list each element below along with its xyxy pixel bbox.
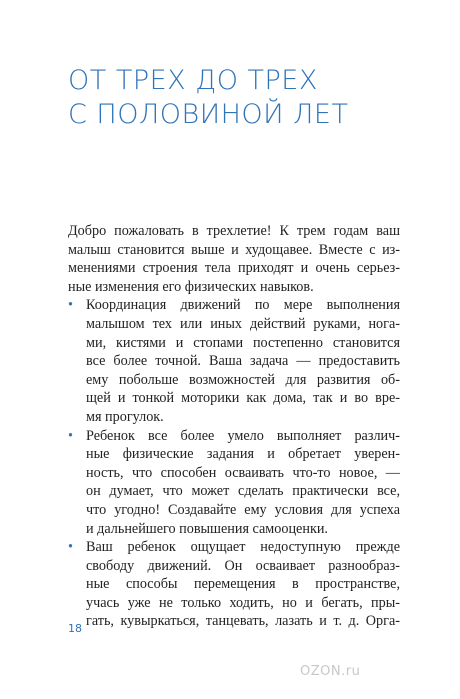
body-text (68, 222, 400, 631)
text-line: менениями строения тела приходят и очень серьез- (68, 260, 400, 277)
text-line: ные изменения его физических навыков. (68, 278, 314, 295)
text-line: мя прогулок. (86, 408, 164, 425)
text-line: ему побольше возможностей для развития об- (86, 371, 400, 388)
text-line: ность, что способен осваивать что-то новое, — (86, 464, 400, 481)
text-line: щей и тонкой моторики как дома, так и во вре- (86, 390, 400, 407)
text-line: он думает, что может сделать практически все, (86, 483, 400, 500)
text-line: • Ребенок все более умело выполняет различ- (68, 427, 400, 444)
intro-paragraph (68, 222, 400, 296)
text-line: и дальнейшего повышения самооценки. (86, 520, 328, 537)
text-line: Добро пожаловать в трехлетие! К трем годам ваш (68, 223, 400, 239)
text-line: что угодно! Создавайте ему условия для успеха (86, 501, 400, 518)
text-line: свободу движений. Он осваивает разнообраз- (86, 557, 400, 574)
page-number: 18 (68, 622, 82, 635)
text-line: ми, кистями и стопами постепенно становится (86, 334, 400, 351)
text-line: ные способы перемещения в пространстве, (86, 576, 400, 593)
bullet-item (68, 296, 400, 426)
text-line: учась уже не только ходить, но и бегать, пры- (86, 594, 400, 611)
text-line: • Координация движений по мере выполнения (68, 297, 400, 314)
chapter-title-line-1: ОТ ТРЕХ ДО ТРЕХ (68, 65, 318, 96)
text-line: гать, кувыркаться, танцевать, лазать и т. д. Орга- (86, 613, 400, 630)
text-line: • Ваш ребенок ощущает недоступную прежде (68, 539, 400, 556)
ozon-watermark: OZON.ru (300, 664, 361, 679)
bullet-marker: • (68, 427, 73, 444)
bullet-item (68, 538, 400, 631)
text-line: малыш становится выше и худощавее. Вместе с из- (68, 241, 400, 258)
bullet-marker: • (68, 297, 73, 314)
text-line: малышом тех или иных действий руками, нога- (86, 315, 400, 332)
chapter-title (68, 64, 448, 132)
chapter-title-line-2: С ПОЛОВИНОЙ ЛЕТ (68, 99, 349, 130)
text-line: ные физические задания и обретает уверен- (86, 446, 400, 463)
text-line: все более точной. Ваша задача — предоставить (86, 353, 400, 370)
bullet-item (68, 427, 400, 539)
bullet-marker: • (68, 539, 73, 556)
